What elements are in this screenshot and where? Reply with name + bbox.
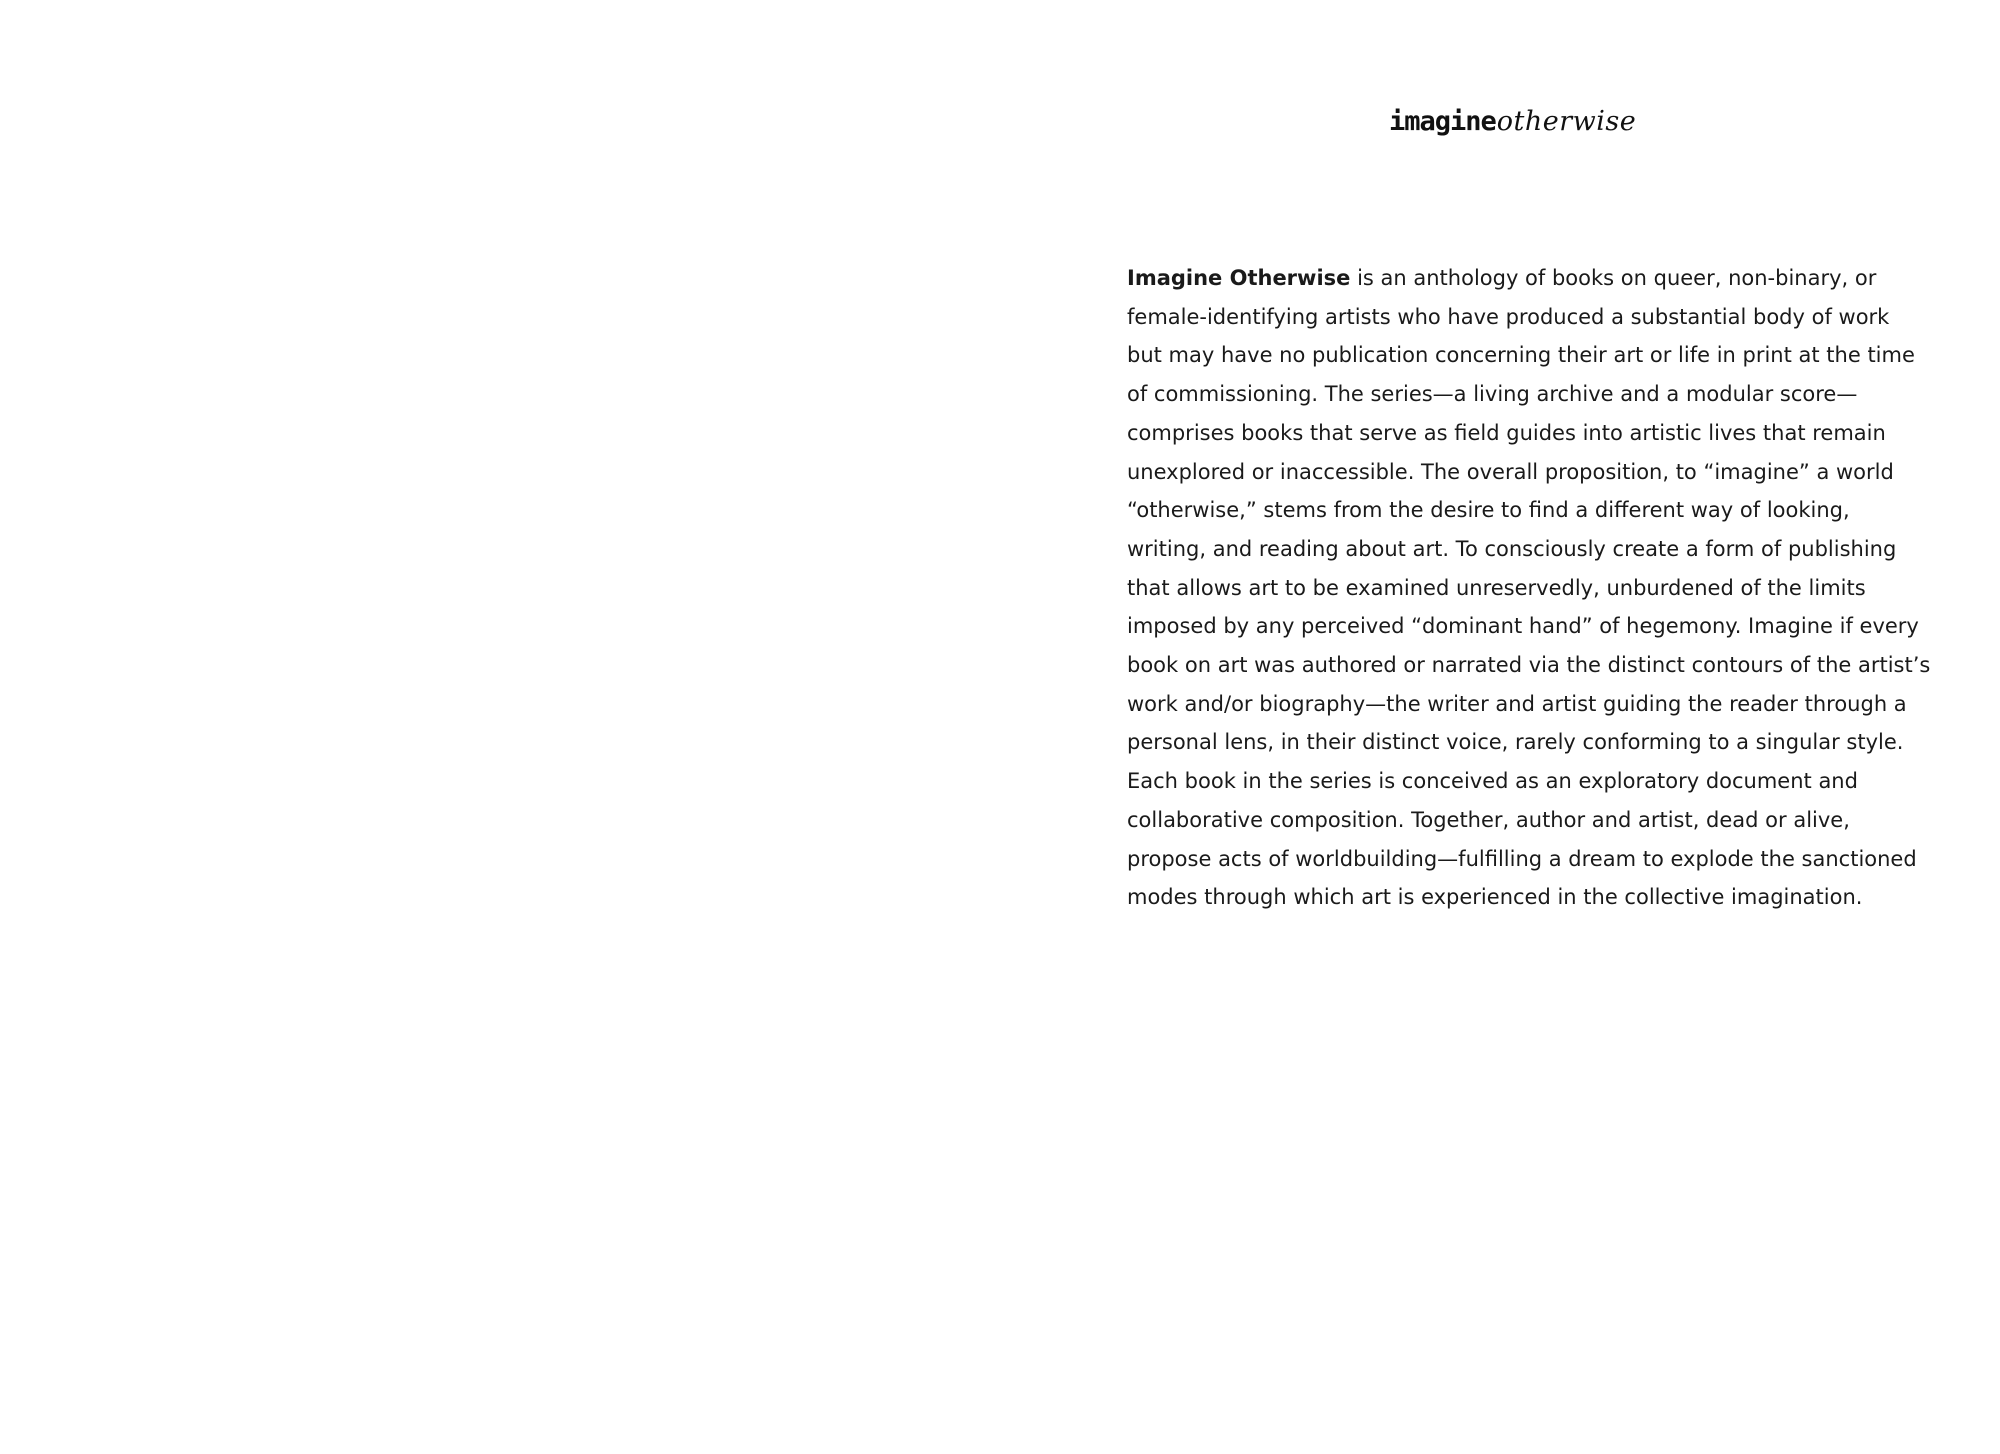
intro-paragraph	[1127, 259, 1931, 917]
paragraph-line: “otherwise,” stems from the desire to find a different way of looking,	[1127, 498, 1850, 523]
paragraph-line: that allows art to be examined unreservedly, unburdened of the limits	[1127, 575, 1866, 600]
paragraph-line: writing, and reading about art. To consciously create a form of publishing	[1127, 536, 1897, 561]
paragraph-line: modes through which art is experienced in the collective imagination.	[1127, 885, 1863, 910]
paragraph-line: personal lens, in their distinct voice, rarely conforming to a singular style.	[1127, 730, 1904, 755]
imagine-otherwise-logo	[1389, 108, 1636, 135]
paragraph-line	[1127, 259, 1887, 298]
paragraph-line: of commissioning. The series—a living archive and a modular score—	[1127, 382, 1858, 407]
logo-otherwise-wordmark: otherwise	[1496, 106, 1637, 137]
series-title: Imagine Otherwise	[1127, 266, 1351, 290]
line-text: is an anthology of books on queer, non-binary, or	[1350, 266, 1877, 290]
paragraph-line: but may have no publication concerning their art or life in print at the time	[1127, 343, 1915, 368]
paragraph-line: unexplored or inaccessible. The overall proposition, to “imagine” a world	[1127, 459, 1894, 484]
paragraph-line: comprises books that serve as field guides into artistic lives that remain	[1127, 420, 1886, 445]
paragraph-line: collaborative composition. Together, author and artist, dead or alive,	[1127, 807, 1850, 832]
paragraph-line: Each book in the series is conceived as an exploratory document and	[1127, 769, 1858, 794]
paragraph-line: propose acts of worldbuilding—fulfilling a dream to explode the sanctioned	[1127, 846, 1917, 871]
logo-imagine-wordmark: imagine	[1389, 106, 1496, 137]
paragraph-line: imposed by any perceived “dominant hand” of hegemony. Imagine if every	[1127, 614, 1919, 639]
paragraph-line: book on art was authored or narrated via the distinct contours of the artist’s	[1127, 653, 1931, 678]
paragraph-line: work and/or biography—the writer and artist guiding the reader through a	[1127, 691, 1907, 716]
paragraph-line: female-identifying artists who have produced a substantial body of work	[1127, 304, 1890, 329]
